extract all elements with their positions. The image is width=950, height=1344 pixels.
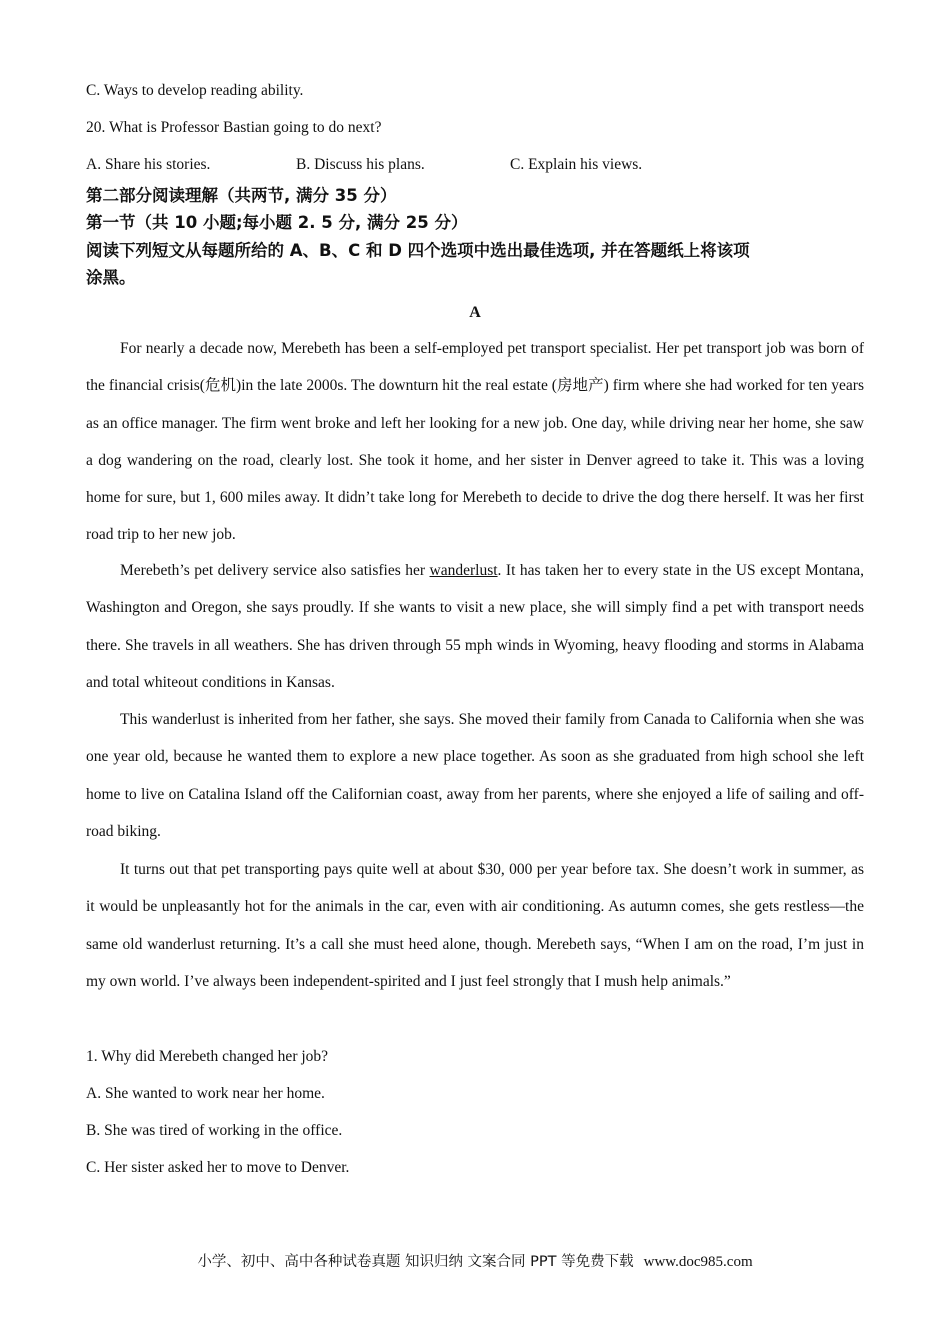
p4-text: It turns out that pet transporting pays quite well at about $30, 000 per year before tax. She doesn’t work in summer, as it would be unpleasantly hot for the animals in the car, even with air conditioning. As autumn comes, she gets restless—the same old wanderlust returning. It’s a call she must heed alone, though. Merebeth says, “When I am on the road, I’m just in my own world. I’ve always been independent-spirited and I just feel strongly that I mush help animals.” — [86, 861, 864, 990]
passage-paragraph-4 — [86, 851, 864, 1000]
question-1-option-c: C. Her sister asked her to move to Denver. — [86, 1159, 350, 1176]
page-footer — [0, 1250, 950, 1271]
p1-text: For nearly a decade now, Merebeth has been a self-employed pet transport specialist. Her pet transport job was born of the financial crisis(危机)in the late 2000s. The downturn hit the real estate (房地产) firm where she had worked for ten years as an office manager. The firm went broke and left her looking for a new job. One day, while driving near her home, she saw a dog wandering on the road, clearly lost. She took it home, and her sister in Denver agreed to take it. This was a loving home for sure, but 1, 600 miles away. It didn’t take long for Merebeth to decide to drive the dog there herself. It was her first road trip to her new job. — [86, 340, 864, 544]
question-1-option-b: B. She was tired of working in the office. — [86, 1122, 343, 1139]
instruction-line-2: 涂黑。 — [86, 268, 136, 287]
p2-text-after: . It has taken her to every state in the US except Montana, Washington and Oregon, she says proudly. If she wants to visit a new place, she will simply find a pet with transport needs there. She travels in all weathers. She has driven through 55 mph winds in Wyoming, heavy flooding and storms in Alabama and total whiteout conditions in Kansas. — [86, 562, 865, 691]
passage-paragraph-2 — [86, 552, 864, 701]
q20-option-b: B. Discuss his plans. — [296, 156, 425, 173]
underlined-word: wanderlust — [429, 562, 498, 579]
passage-letter: A — [469, 304, 481, 321]
q20-option-a: A. Share his stories. — [86, 156, 211, 173]
q19-option-c: C. Ways to develop reading ability. — [86, 82, 304, 99]
part-two-heading: 第二部分阅读理解（共两节, 满分 35 分） — [86, 186, 397, 205]
footer-text: 小学、初中、高中各种试卷真题 知识归纳 文案合同 PPT 等免费下载 — [197, 1254, 634, 1270]
question-1-option-a: A. She wanted to work near her home. — [86, 1085, 325, 1102]
q20-option-c: C. Explain his views. — [510, 156, 643, 173]
instruction-line-1: 阅读下列短文从每题所给的 A、B、C 和 D 四个选项中选出最佳选项, 并在答题纸上将该项 — [86, 241, 750, 260]
footer-url[interactable]: www.doc985.com — [643, 1254, 753, 1270]
p3-text: This wanderlust is inherited from her father, she says. She moved their family from Canada to California when she was one year old, because he wanted them to explore a new place together. As soon as she graduated from high school she left home to live on Catalina Island off the Californian coast, away from her parents, where she enjoyed a life of sailing and off-road biking. — [86, 711, 864, 840]
q20-stem: 20. What is Professor Bastian going to do next? — [86, 119, 382, 136]
p2-text-before: Merebeth’s pet delivery service also satisfies her — [120, 562, 430, 579]
question-1-stem: 1. Why did Merebeth changed her job? — [86, 1048, 329, 1065]
section-one-heading: 第一节（共 10 小题;每小题 2. 5 分, 满分 25 分） — [86, 213, 468, 232]
passage-paragraph-1 — [86, 330, 864, 554]
passage-paragraph-3 — [86, 701, 864, 850]
